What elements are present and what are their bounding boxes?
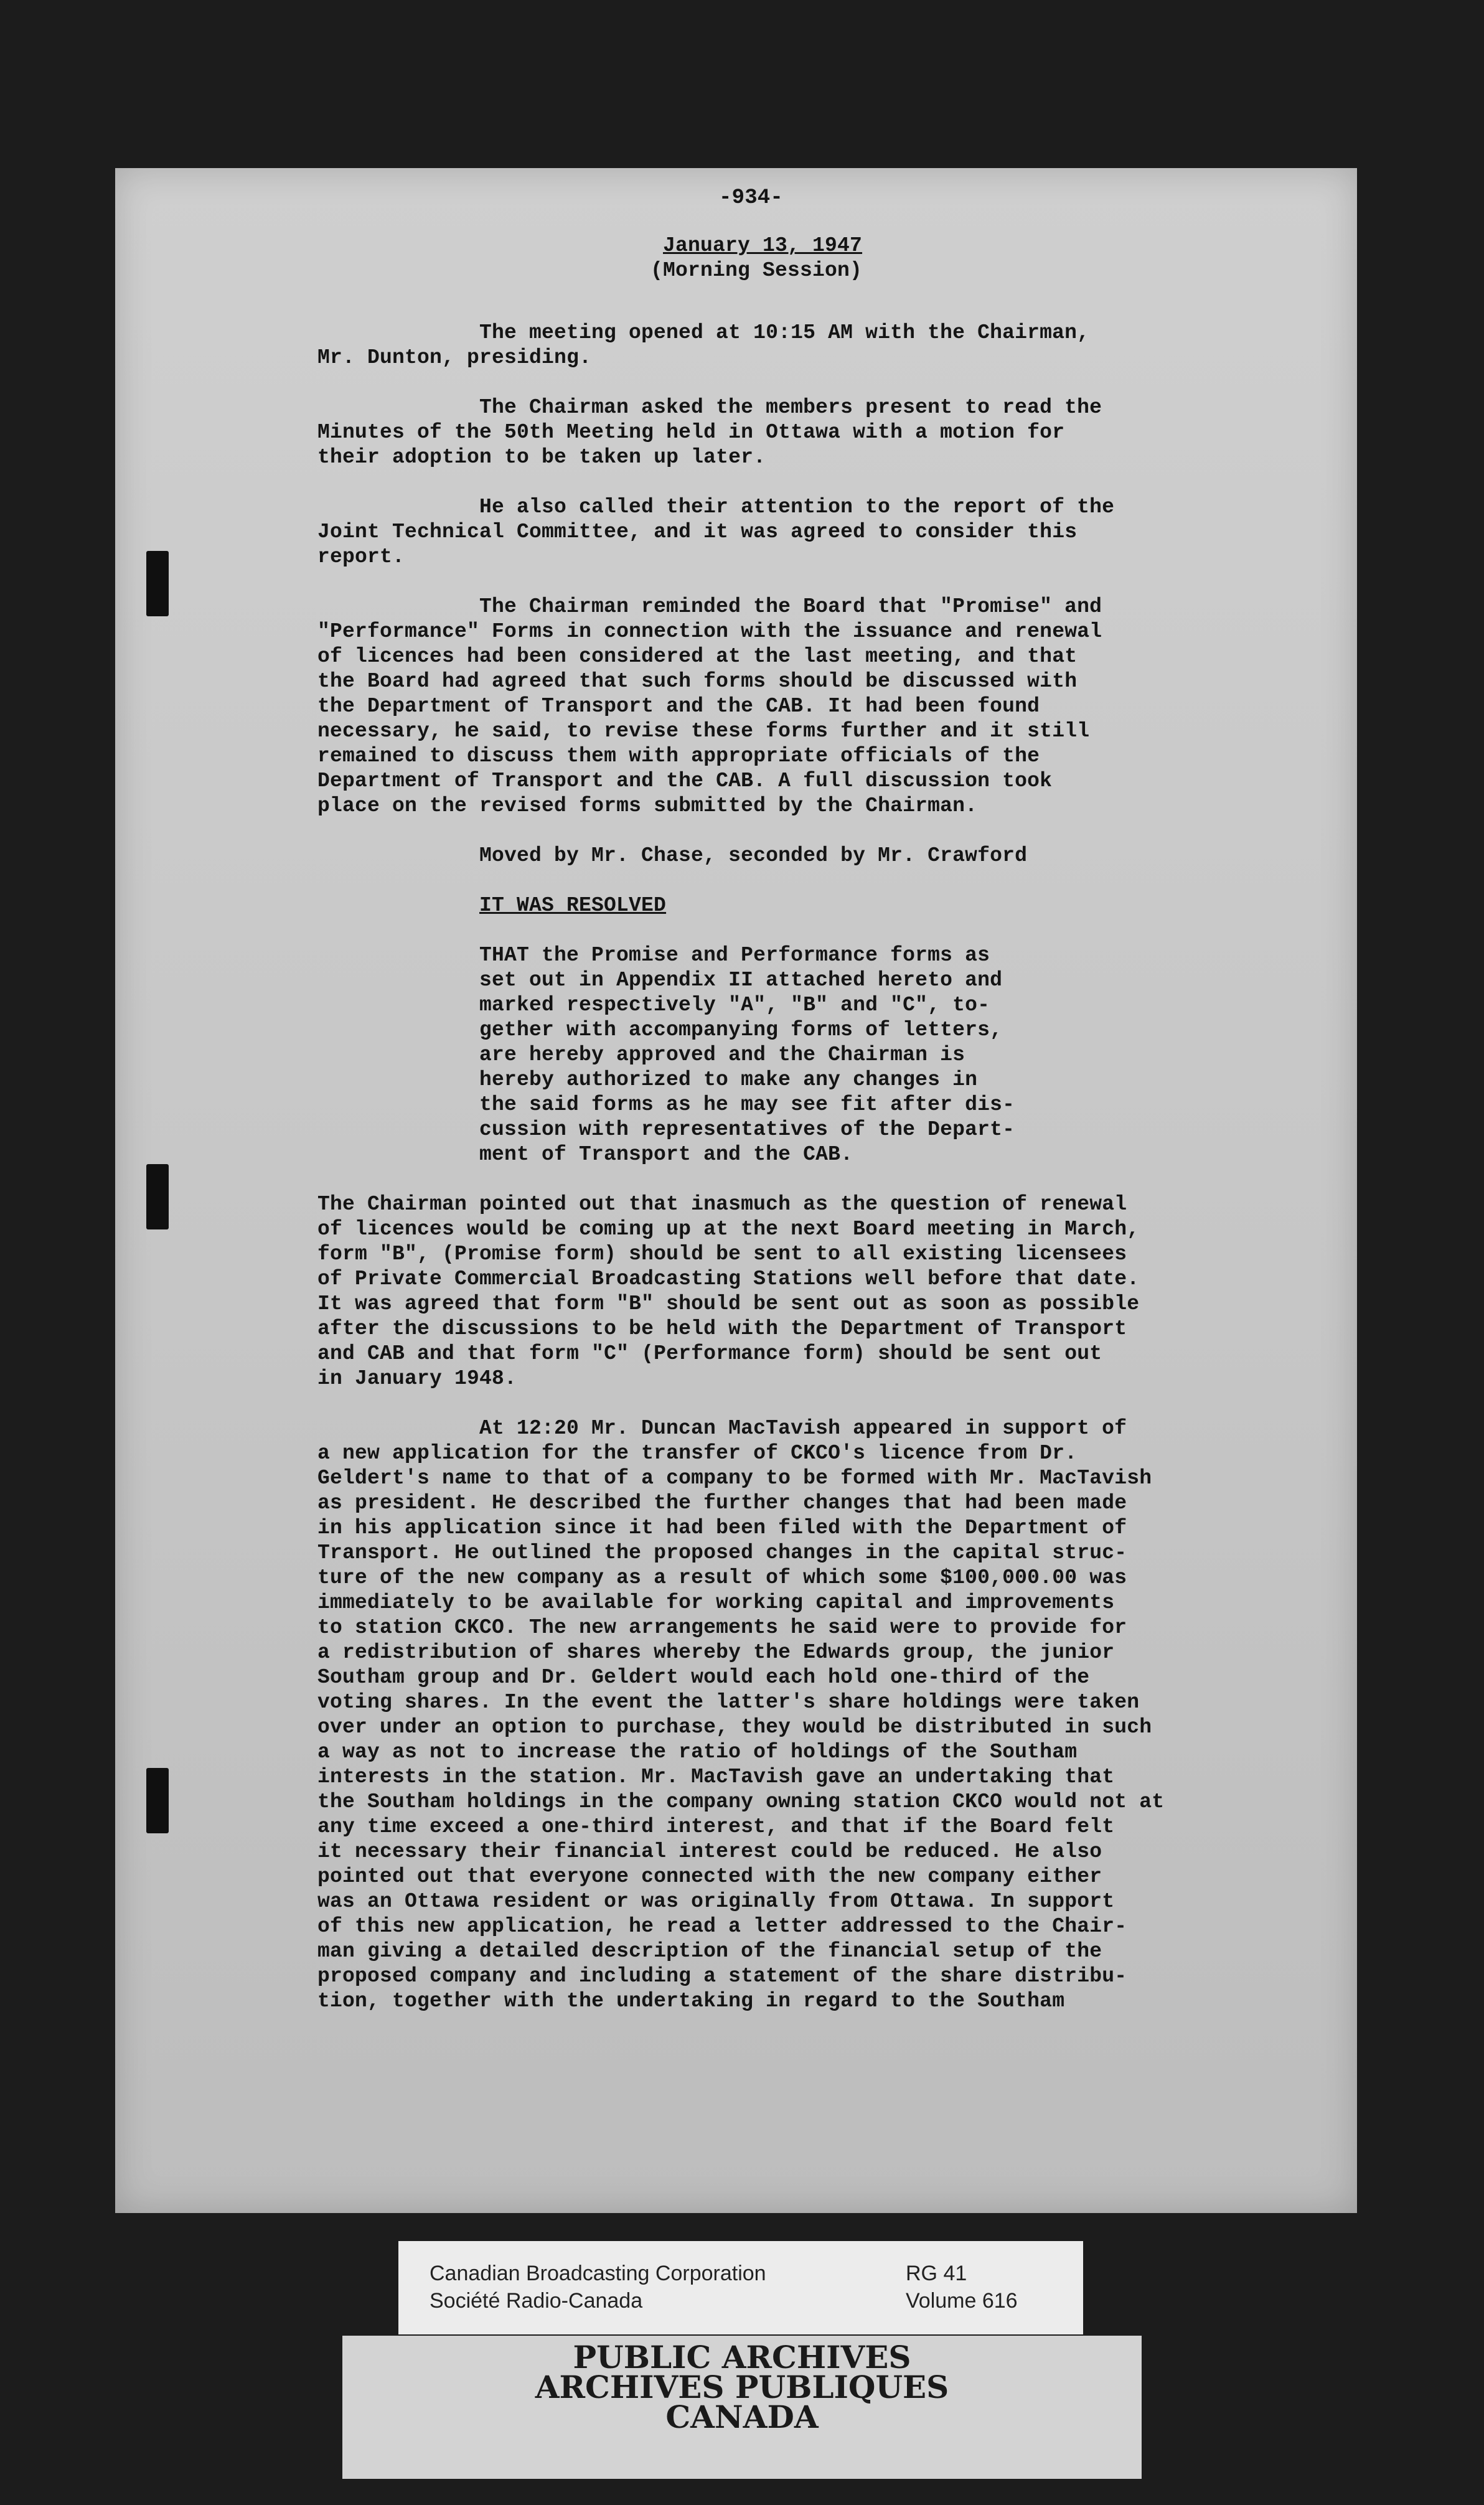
text-line: proposed company and including a statement of the share distribu- [317, 1965, 1127, 1988]
stamp-line-3: CANADA [665, 2399, 819, 2435]
text-line: Moved by Mr. Chase, seconded by Mr. Crawford [479, 844, 1028, 867]
text-line: Geldert's name to that of a company to be formed with Mr. MacTavish [317, 1467, 1152, 1490]
text-line: of licences had been considered at the last meeting, and that [317, 645, 1078, 668]
archives-stamp [342, 2336, 1142, 2479]
text-line: It was agreed that form "B" should be sent out as soon as possible [317, 1292, 1140, 1315]
text-line: interests in the station. Mr. MacTavish gave an undertaking that [317, 1765, 1115, 1788]
text-line: immediately to be available for working capital and improvements [317, 1591, 1115, 1614]
text-line: remained to discuss them with appropriate officials of the [317, 745, 1040, 768]
text-line: At 12:20 Mr. Duncan MacTavish appeared in support of [479, 1417, 1127, 1440]
text-line: Department of Transport and the CAB. A full discussion took [317, 769, 1053, 792]
text-line: tion, together with the undertaking in regard to the Southam [317, 1990, 1065, 2013]
text-line: the said forms as he may see fit after dis- [479, 1093, 1015, 1116]
text-line: it necessary their financial interest could be reduced. He also [317, 1840, 1102, 1863]
text-line: of this new application, he read a letter addressed to the Chair- [317, 1915, 1127, 1938]
text-line: Transport. He outlined the proposed changes in the capital struc- [317, 1541, 1127, 1564]
blank-line [317, 1167, 1164, 1192]
text-line: in his application since it had been filed with the Department of [317, 1516, 1127, 1539]
text-line: The Chairman reminded the Board that "Promise" and [479, 595, 1102, 618]
text-line: Joint Technical Committee, and it was agreed to consider this [317, 520, 1078, 543]
archive-org [430, 2260, 766, 2315]
text-line: the Department of Transport and the CAB. It had been found [317, 695, 1040, 718]
text-line: The meeting opened at 10:15 AM with the Chairman, [479, 321, 1090, 344]
text-line: a redistribution of shares whereby the Edwards group, the junior [317, 1641, 1115, 1664]
text-line: Minutes of the 50th Meeting held in Ottawa with a motion for [317, 421, 1065, 444]
text-line: cussion with representatives of the Depart- [479, 1118, 1015, 1141]
binder-hole [146, 1768, 169, 1833]
text-line: of Private Commercial Broadcasting Stations well before that date. [317, 1267, 1140, 1290]
text-line: ment of Transport and the CAB. [479, 1143, 853, 1166]
blank-line [317, 918, 1164, 943]
archive-label [398, 2241, 1083, 2334]
blank-line [317, 1391, 1164, 1416]
text-line: Southam group and Dr. Geldert would each hold one-third of the [317, 1666, 1090, 1689]
text-line: report. [317, 545, 405, 568]
text-line: as president. He described the further changes that had been made [317, 1492, 1127, 1515]
text-line: was an Ottawa resident or was originally from Ottawa. In support [317, 1890, 1115, 1913]
text-line: gether with accompanying forms of letters, [479, 1018, 1003, 1041]
blank-line [317, 470, 1164, 495]
document-page [115, 168, 1357, 2213]
text-line: and CAB and that form "C" (Performance form) should be sent out [317, 1342, 1102, 1365]
volume-number: Volume 616 [906, 2289, 1018, 2313]
text-line: "Performance" Forms in connection with the issuance and renewal [317, 620, 1102, 643]
text-line: to station CKCO. The new arrangements he said were to provide for [317, 1616, 1127, 1639]
stamp-line-2: ARCHIVES PUBLIQUES [535, 2369, 949, 2405]
text-line: marked respectively "A", "B" and "C", to- [479, 994, 990, 1017]
blank-line [317, 370, 1164, 395]
text-line: of licences would be coming up at the next Board meeting in March, [317, 1218, 1140, 1241]
text-line: a way as not to increase the ratio of holdings of the Southam [317, 1741, 1078, 1764]
text-line: place on the revised forms submitted by the Chairman. [317, 794, 978, 817]
text-line: Mr. Dunton, presiding. [317, 346, 592, 369]
org-english: Canadian Broadcasting Corporation [430, 2262, 766, 2285]
text-line: after the discussions to be held with the Department of Transport [317, 1317, 1127, 1340]
text-line: in January 1948. [317, 1367, 517, 1390]
text-line: over under an option to purchase, they would be distributed in such [317, 1716, 1152, 1739]
text-line: the Board had agreed that such forms should be discussed with [317, 670, 1078, 693]
text-line: THAT the Promise and Performance forms as [479, 944, 990, 967]
record-group: RG 41 [906, 2262, 967, 2285]
text-line: The Chairman pointed out that inasmuch as the question of renewal [317, 1193, 1127, 1216]
page-number: -934- [719, 186, 784, 210]
text-line: any time exceed a one-third interest, and that if the Board felt [317, 1815, 1115, 1838]
session-label: (Morning Session) [650, 259, 863, 282]
blank-line [317, 570, 1164, 595]
blank-line [317, 868, 1164, 893]
text-line: man giving a detailed description of the financial setup of the [317, 1940, 1102, 1963]
binder-hole [146, 1164, 169, 1229]
text-line: the Southam holdings in the company owning station CKCO would not at [317, 1790, 1165, 1813]
text-line: a new application for the transfer of CKCO's licence from Dr. [317, 1442, 1078, 1465]
text-line: The Chairman asked the members present to read the [479, 396, 1102, 419]
text-line: form "B", (Promise form) should be sent to all existing licensees [317, 1243, 1127, 1266]
text-line: voting shares. In the event the latter's share holdings were taken [317, 1691, 1140, 1714]
text-line: hereby authorized to make any changes in [479, 1068, 978, 1091]
text-line: necessary, he said, to revise these forms further and it still [317, 720, 1090, 743]
text-line: IT WAS RESOLVED [479, 894, 667, 917]
text-line: are hereby approved and the Chairman is [479, 1043, 965, 1066]
archive-reference [906, 2260, 1018, 2315]
text-line: their adoption to be taken up later. [317, 446, 766, 469]
org-french: Société Radio-Canada [430, 2289, 643, 2313]
document-body [317, 321, 1164, 2014]
meeting-date: January 13, 1947 [663, 234, 863, 257]
text-line: pointed out that everyone connected with the new company either [317, 1865, 1102, 1888]
stamp-line-1: PUBLIC ARCHIVES [573, 2339, 911, 2376]
text-line: He also called their attention to the report of the [479, 496, 1115, 519]
text-line: ture of the new company as a result of which some $100,000.00 was [317, 1566, 1127, 1589]
binder-hole [146, 551, 169, 616]
text-line: set out in Appendix II attached hereto and [479, 969, 1003, 992]
blank-line [317, 819, 1164, 844]
